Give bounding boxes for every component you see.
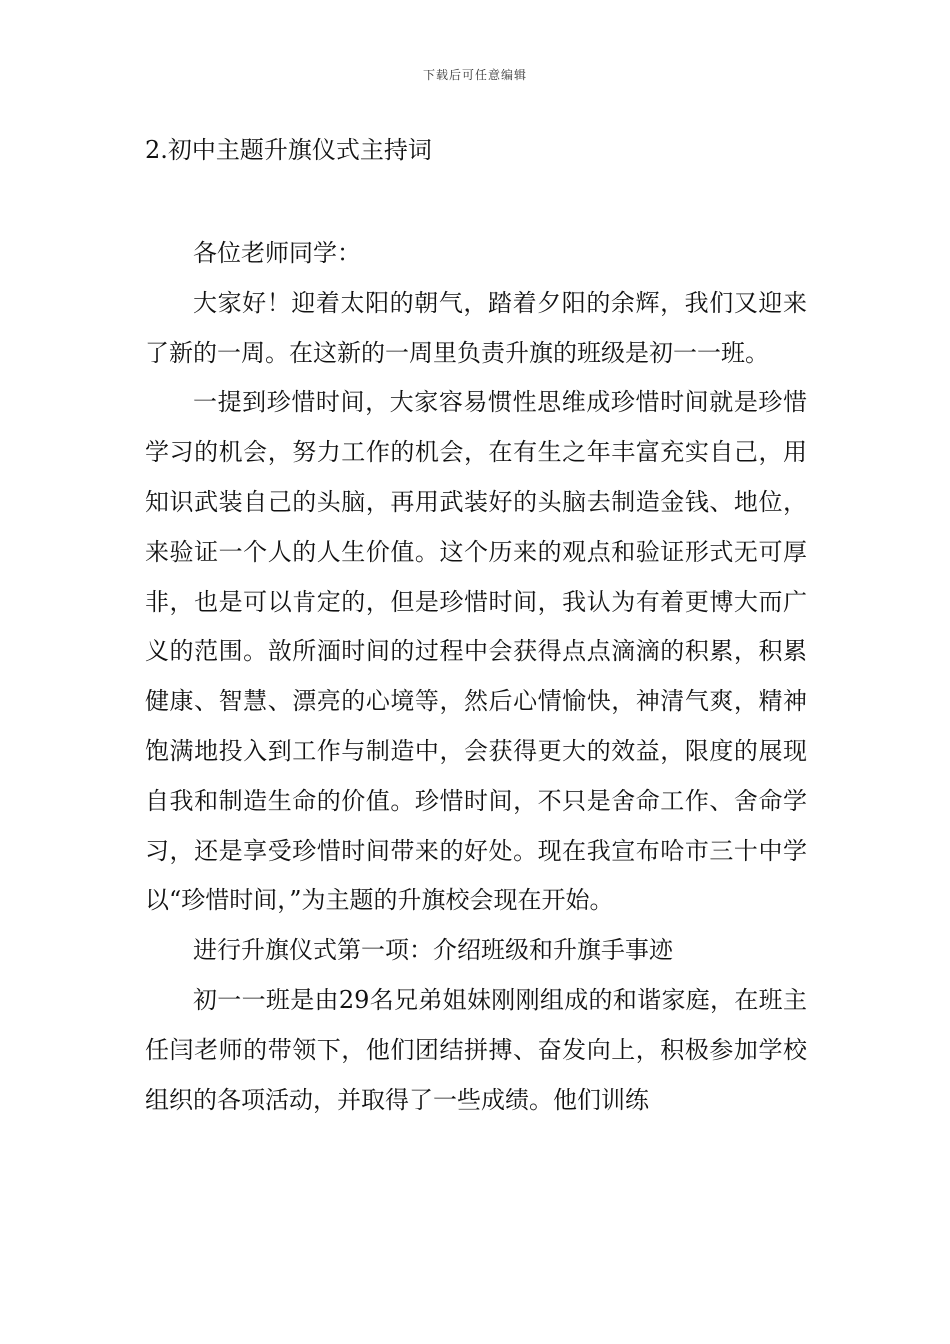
paragraph-theme: 一提到珍惜时间，大家容易惯性思维成珍惜时间就是珍惜学习的机会，努力工作的机会，在有生之年丰富充实自己，用知识武装自己的头脑，再用武装好的头脑去制造金钱、地位，来验证一个人的人生价值。这个历来的观点和验证形式无可厚非，也是可以肯定的，但是珍惜时间，我认为有着更博大而广义的范围。敨所湎时间的过程中会获得点点滴滴的积累，积累健康、智慧、漂亮的心境等，然后心情愉快，神清气爽，精神饱满地投入到工作与制造中，会获得更大的效益，限度的展现自我和制造生命的价值。珍惜时间，不只是舍命工作、舍命学习，还是享受珍惜时间带来的好处。现在我宣布哈市三十中学以“珍惜时间，”为主题的升旗校会现在开始。 [145, 388, 807, 915]
paragraph-greeting: 各位老师同学： [193, 239, 361, 267]
paragraph-step-one: 进行升旗仪式第一项：介绍班级和升旗手事迹 [193, 936, 673, 965]
document-title: 2.初中主题升旗仪式主持词 [145, 136, 432, 164]
paragraph-class-intro: 初一一班是由29名兄弟姐妹刚刚组成的和谐家庭，在班主任闫老师的带领下，他们团结拼搏、奋发向上，积极参加学校组织的各项活动，并取得了一些成绩。他们训练 [145, 985, 807, 1114]
paragraph-opening: 大家好！迎着太阳的朝气，踏着夕阳的余辉，我们又迎来了新的一周。在这新的一周里负责升旗的班级是初一一班。 [145, 288, 807, 367]
document-body [145, 229, 807, 1125]
header-note: 下载后可任意编辑 [422, 68, 527, 82]
